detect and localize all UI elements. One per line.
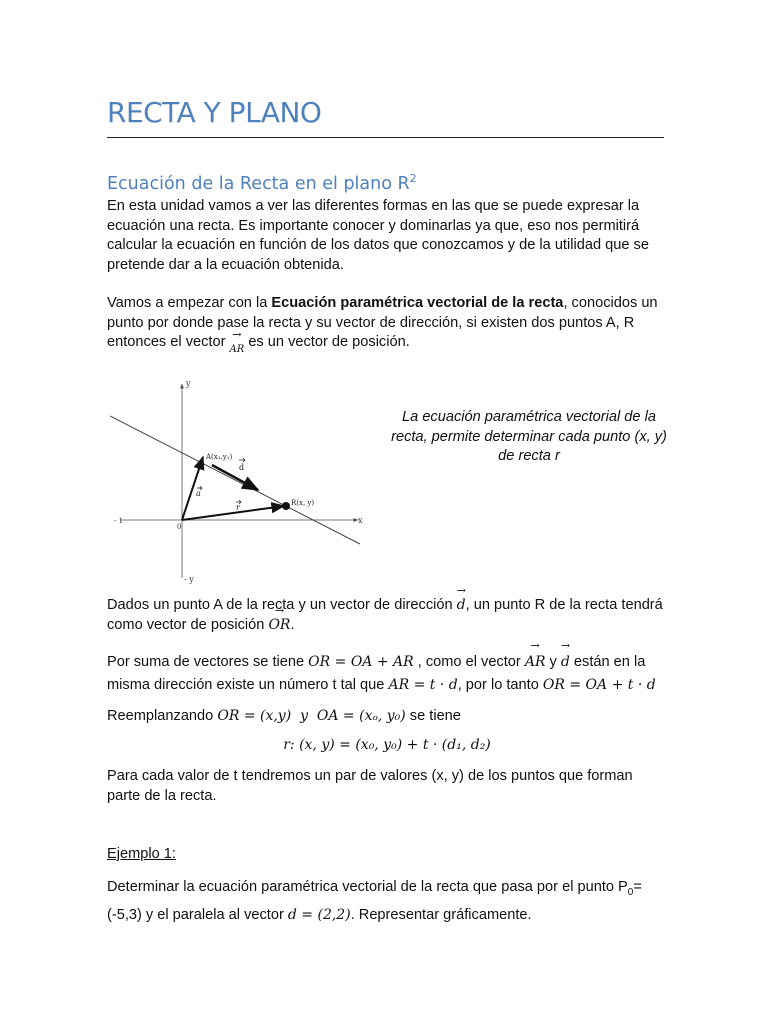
vector-d (212, 465, 258, 490)
neg-y-axis-label: - y (184, 575, 194, 584)
sum-c: y (545, 654, 561, 670)
replace-b: se tiene (405, 708, 461, 724)
y-axis-label: y (186, 379, 191, 388)
replace-mid: y (291, 708, 317, 724)
point-a-label: A(x₁,y₁) (206, 453, 233, 461)
vector-paragraph-end: es un vector de posición. (244, 334, 410, 350)
replace-eq2: OA = (xₒ, y₀) (316, 708, 406, 724)
sum-eq3: OR = OA + t · d (542, 677, 656, 693)
parametric-equation: r: (x, y) = (x₀, y₀) + t · (d₁, d₂) (283, 737, 491, 753)
vector-d-inline: → d (457, 596, 466, 616)
vector-paragraph (107, 294, 667, 354)
sum-paragraph (107, 651, 667, 697)
vector-or-inline: → OR (268, 616, 290, 636)
example-b: = (-5,3) y el paralela al vector (107, 879, 642, 923)
position-paragraph (107, 596, 667, 635)
position-c: . (290, 616, 295, 633)
d-vector-label: d (239, 463, 245, 472)
vector-paragraph-post: , conocidos un punto por donde pase la recta y su vector de dirección, si existen dos puntos A, R entonces el vector (107, 295, 658, 350)
r-vector-label: r (236, 503, 240, 512)
values-paragraph: Para cada valor de t tendremos un par de valores (x, y) de los puntos que forman parte de la recta. (107, 768, 633, 804)
sum-eq2: AR = t · d (388, 677, 458, 693)
section-heading-sup: 2 (409, 172, 417, 185)
vector-r (182, 506, 284, 520)
replace-eq1: OR = (x,y) (217, 708, 292, 724)
line-r (110, 416, 360, 544)
title-divider (107, 137, 664, 138)
replace-a: Reemplanzando (107, 708, 218, 724)
example-vec: d = (2,2) (287, 906, 351, 923)
sum-d: → d (561, 651, 570, 674)
vector-paragraph-pre: Vamos a empezar con la (107, 295, 272, 311)
figure-caption: La ecuación paramétrica vectorial de la recta, permite determinar cada punto (x, y) de recta r (391, 409, 667, 464)
sum-e: están en la misma dirección existe un número t tal que (107, 654, 646, 693)
x-axis-label: x (358, 516, 363, 525)
origin-label: 0 (177, 523, 182, 531)
point-r (282, 502, 290, 510)
a-vector-label: a (196, 489, 201, 498)
replace-paragraph (107, 707, 667, 727)
example-heading: Ejemplo 1: (107, 846, 176, 862)
sum-b: , como el vector (413, 654, 525, 670)
neg-x-axis-label: - 1 (114, 517, 124, 525)
example-sub: 0 (627, 886, 634, 898)
example-a: Determinar la ecuación paramétrica vectorial de la recta que pasa por el punto P (107, 879, 628, 895)
vector-paragraph-bold: Ecuación paramétrica vectorial de la recta (271, 295, 564, 311)
vector-diagram (110, 372, 370, 590)
vector-ar: → AR (230, 340, 245, 360)
page-title: RECTA Y PLANO (107, 96, 322, 129)
section-heading-text: Ecuación de la Recta en el plano R (107, 173, 410, 194)
section-heading (107, 172, 417, 194)
sum-a: Por suma de vectores se tiene (107, 654, 309, 670)
sum-f: , por lo tanto (457, 677, 543, 693)
position-a: Dados un punto A de la recta y un vector de dirección (107, 597, 457, 613)
position-b: , un punto R de la recta tendrá como vector de posición (107, 597, 663, 633)
example-paragraph (107, 876, 667, 927)
point-r-label: R(x, y) (291, 499, 315, 507)
sum-ar: → AR (525, 651, 546, 674)
example-c: . Representar gráficamente. (350, 906, 532, 923)
intro-paragraph: En esta unidad vamos a ver las diferentes formas en las que se puede expresar la ecuación una recta. Es importante conocer y dominarlas ya que, eso nos permitirá calcular la ecuación en función de los datos que conozcamos y de la utilidad que se pretende dar a la ecuación obtenida. (107, 198, 649, 273)
sum-eq1: OR = OA + AR (308, 654, 414, 670)
